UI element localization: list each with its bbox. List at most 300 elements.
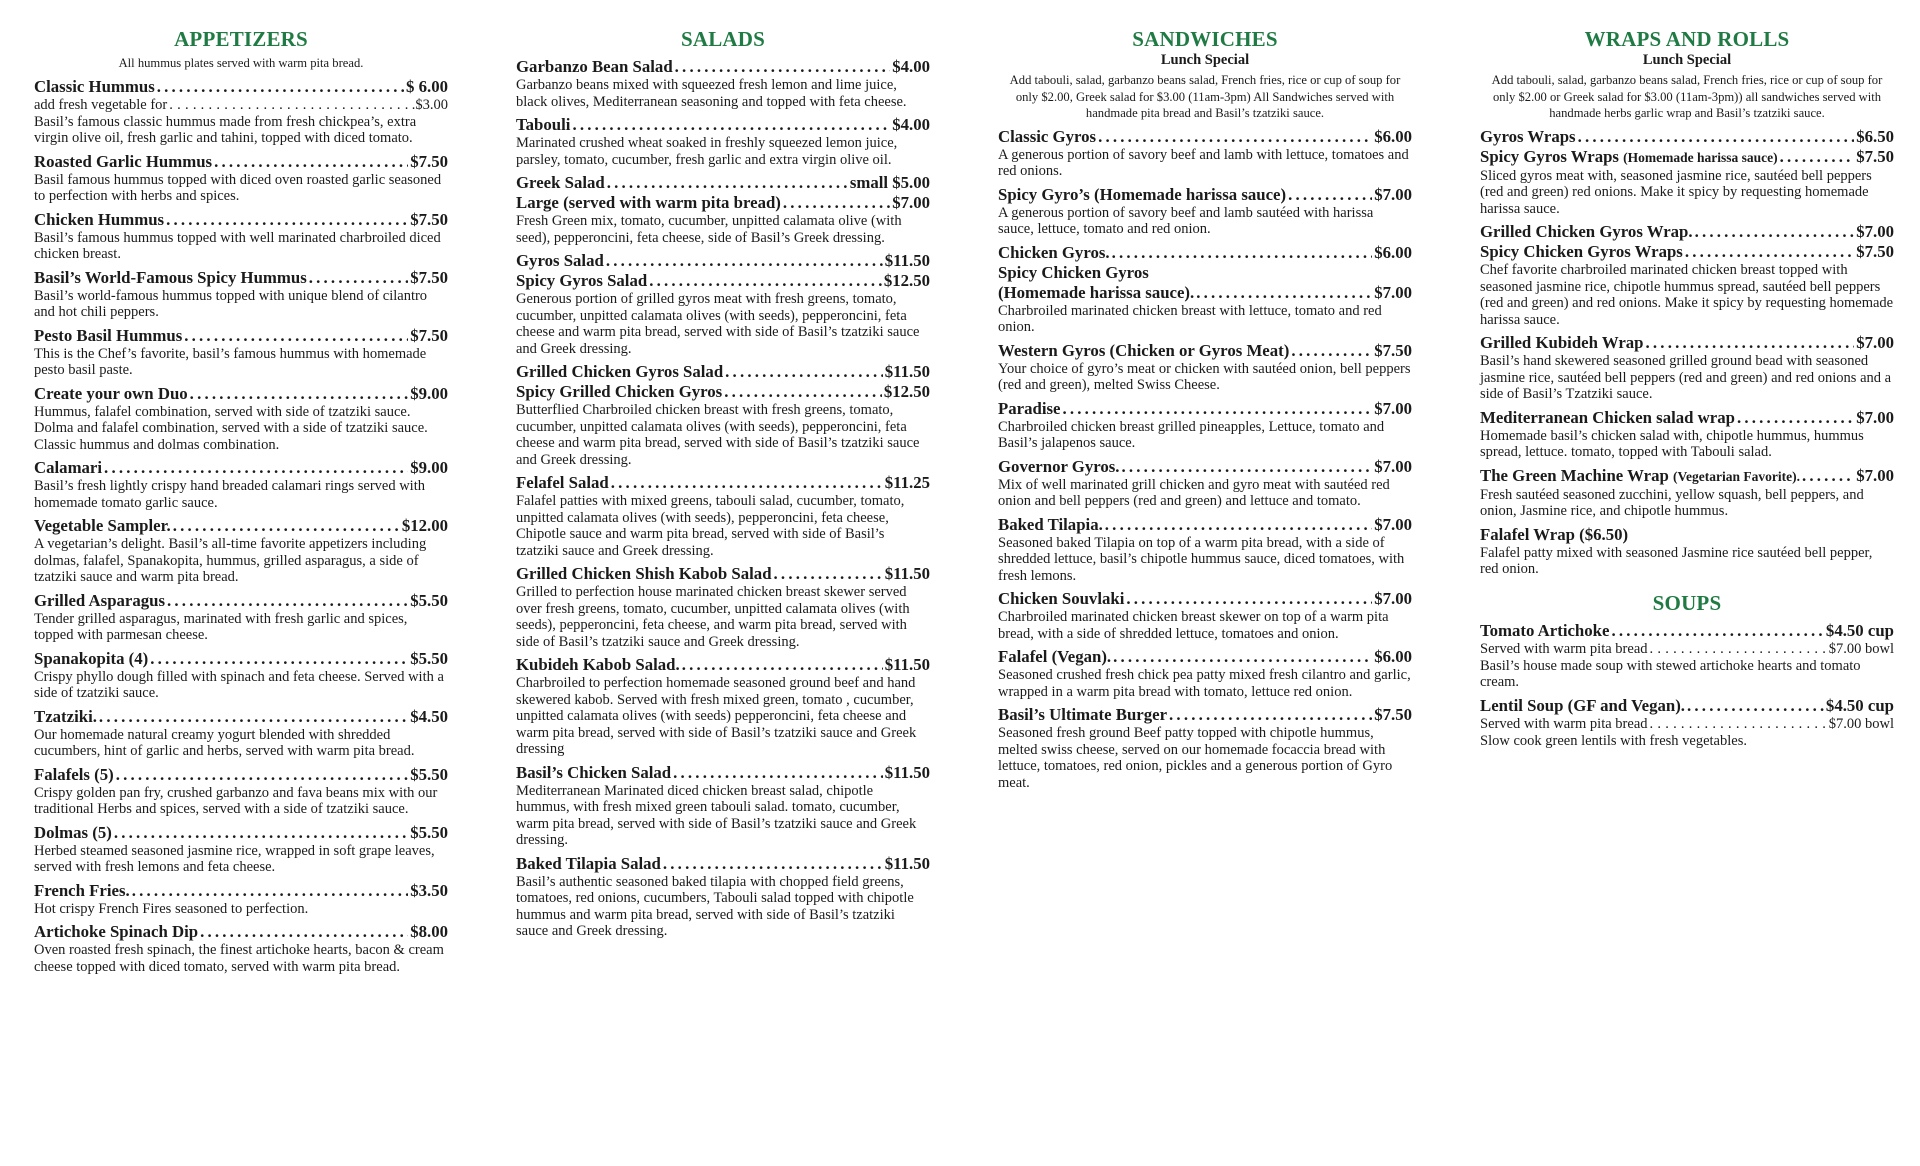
item-name: Spicy Chicken Gyros	[998, 262, 1149, 282]
section-note: All hummus plates served with warm pita bread.	[118, 56, 364, 70]
menu-section	[998, 26, 1412, 791]
item-line	[1480, 147, 1894, 168]
menu-item	[34, 765, 448, 818]
item-description: Basil’s world-famous hummus topped with unique blend of cilantro and hot chili peppers.	[34, 287, 428, 320]
item-price: $ 6.00	[406, 76, 448, 96]
item-price: $7.00	[1374, 282, 1412, 302]
menu-item	[998, 341, 1412, 394]
item-line	[516, 382, 930, 402]
dot-leader	[1802, 466, 1854, 486]
item-price: $6.00	[1374, 647, 1412, 666]
item-line	[34, 326, 448, 346]
item-line	[34, 516, 448, 536]
item-name: Roasted Garlic Hummus	[34, 151, 213, 171]
item-line	[516, 854, 930, 874]
item-line	[34, 152, 448, 172]
item-description: Basil’s authentic seasoned baked tilapia with chopped field greens, tomatoes, red onions, cucumbers, Tabouli salad topped with chipotle hummus and warm pita bread, served with side of Basil’s tzatziki sauce and Greek dressing.	[516, 873, 914, 939]
item-price: $7.50	[1374, 705, 1412, 724]
item-description: Marinated crushed wheat soaked in freshly squeezed lemon juice, parsley, tomato, cucumber, fresh garlic and extra virgin olive oil.	[516, 135, 898, 168]
item-price: $7.00	[1374, 514, 1412, 534]
menu-item	[516, 655, 930, 758]
menu-item	[998, 515, 1412, 585]
menu-item	[34, 326, 448, 379]
dot-leader	[572, 115, 890, 135]
item-line	[516, 57, 930, 77]
item-line	[998, 185, 1412, 205]
dot-leader	[611, 473, 883, 493]
dot-leader	[607, 173, 848, 193]
item-description: Charbroiled to perfection homemade seasoned ground beef and hand skewered kabob. Served with fresh mixed green, tomato , cucumber, unpitted calamata olives (with seeds) pepperoncini, feta cheese and warm pita bread, served with side of Basil’s tzatziki sauce and Greek dressing	[516, 675, 917, 757]
item-price: $7.50	[410, 325, 448, 345]
item-description: Charbroiled marinated chicken breast with lettuce, tomato and red onion.	[998, 302, 1382, 335]
item-price: $5.50	[410, 590, 448, 610]
item-description: Seasoned fresh ground Beef patty topped with chipotle hummus, melted swiss cheese, served on our homemade focaccia bread with lettuce, tomatoes, red onion, pickles and a generous portion of Gyro meat.	[998, 725, 1393, 791]
menu-item	[1480, 127, 1894, 218]
item-price: $3.50	[410, 880, 448, 900]
item-line	[34, 384, 448, 404]
menu-item	[516, 854, 930, 940]
item-line	[34, 458, 448, 478]
item-name: Grilled Kubideh Wrap	[1480, 333, 1644, 352]
item-name: Basil’s World-Famous Spicy Hummus	[34, 267, 307, 287]
item-description: Basil famous hummus topped with diced oven roasted garlic seasoned to perfection with herbs and spices.	[34, 171, 442, 204]
item-name-note: (Vegetarian Favorite).	[1673, 468, 1800, 484]
item-description: Hot crispy French Fires seasoned to perfection.	[34, 900, 309, 917]
menu-item	[34, 268, 448, 321]
item-price: $12.50	[883, 271, 930, 290]
dot-leader	[663, 854, 883, 874]
item-line	[1480, 466, 1894, 487]
dot-leader	[114, 823, 408, 843]
item-line	[516, 473, 930, 493]
item-name: Spicy Gyro’s (Homemade harissa sauce)	[998, 184, 1287, 204]
dot-leader	[309, 268, 408, 288]
item-price: $11.50	[884, 564, 930, 583]
dot-leader	[166, 210, 408, 230]
item-description: Hummus, falafel combination, served with side of tzatziki sauce. Dolma and falafel combination, served with a side of tzatziki sauce. Classic hummus and dolmas combination.	[34, 403, 428, 453]
item-price: $4.00	[892, 57, 930, 76]
menu-column	[1480, 26, 1894, 749]
item-price: $7.50	[1856, 242, 1894, 261]
item-price: $5.50	[410, 764, 448, 784]
item-line	[998, 243, 1412, 263]
menu-item	[516, 564, 930, 650]
menu-item	[1480, 525, 1894, 578]
dot-leader	[675, 57, 891, 77]
dot-leader	[725, 362, 883, 382]
item-description: Our homemade natural creamy yogurt blended with shredded cucumbers, hint of garlic and herbs, served with warm pita bread.	[34, 726, 415, 759]
item-line	[1480, 127, 1894, 147]
dot-leader	[1687, 696, 1824, 716]
item-description: A generous portion of savory beef and lamb sautéed with harissa sauce, lettuce, tomato and red onion.	[998, 204, 1374, 237]
item-price: .$3.00	[411, 96, 448, 113]
dot-leader	[1105, 515, 1372, 535]
item-line	[516, 763, 930, 783]
menu-item	[34, 591, 448, 644]
item-line	[1480, 696, 1894, 716]
item-price: $11.50	[884, 762, 930, 782]
menu-item	[1480, 408, 1894, 461]
menu-item	[34, 152, 448, 205]
item-description: Seasoned baked Tilapia on top of a warm pita bread, with a side of shredded lettuce, basil’s chipotle hummus sauce, diced tomatoes, with fresh lemons.	[998, 534, 1405, 584]
menu-item	[998, 127, 1412, 180]
item-name: Spicy Grilled Chicken Gyros	[516, 382, 723, 401]
item-line	[998, 263, 1412, 283]
item-description: Charbroiled marinated chicken breast skewer on top of a warm pita bread, with a side of shredded lettuce, tomatoes and onion.	[998, 609, 1389, 642]
item-line	[998, 705, 1412, 725]
dot-leader	[104, 458, 408, 478]
item-line	[998, 515, 1412, 535]
item-name: Falafels (5)	[34, 764, 114, 784]
item-price: $5.50	[410, 822, 448, 842]
dot-leader	[673, 763, 883, 783]
item-price: $7.00	[1374, 456, 1412, 476]
item-price: $11.25	[884, 473, 930, 492]
item-line	[34, 707, 448, 727]
dot-leader	[1611, 621, 1823, 641]
item-name: Classic Hummus	[34, 76, 155, 96]
item-price: $12.00	[401, 516, 448, 535]
item-line	[998, 589, 1412, 609]
menu-item	[34, 922, 448, 975]
item-price: $4.00	[892, 115, 930, 134]
item-name: Baked Tilapia.	[998, 514, 1103, 534]
item-description: Butterflied Charbroiled chicken breast with fresh greens, tomato, cucumber, unpitted calamata olives (with seeds), pepperoncini, feta cheese and warm pita bread, served with side of Basil’s tzatziki sauce and Greek dressing.	[516, 402, 920, 468]
section-note: Add tabouli, salad, garbanzo beans salad, French fries, rice or cup of soup for only $2.00, Greek salad for $3.00 (11am-3pm) All Sandwiches served with handmade pita bread and Basil’s tzatziki sauce.	[1009, 73, 1401, 120]
item-line	[998, 457, 1412, 477]
dot-leader	[774, 564, 883, 584]
item-description: Basil’s house made soup with stewed artichoke hearts and tomato cream.	[1480, 657, 1861, 690]
item-name: Governor Gyros.	[998, 456, 1120, 476]
menu-item	[516, 115, 930, 168]
item-name: Mediterranean Chicken salad wrap	[1480, 407, 1735, 427]
menu-item	[998, 185, 1412, 238]
dot-leader	[169, 97, 409, 114]
dot-leader	[132, 881, 409, 901]
item-name-note: (Homemade harissa sauce)	[1623, 149, 1778, 165]
dot-leader	[1112, 243, 1373, 263]
item-description: Basil’s famous classic hummus made from fresh chickpea’s, extra virgin olive oil, fresh garlic and tahini, topped with diced tomato.	[34, 113, 417, 146]
item-description: Tender grilled asparagus, marinated with fresh garlic and spices, topped with parmesan cheese.	[34, 610, 408, 643]
section-title: WRAPS AND ROLLS	[1584, 27, 1790, 51]
menu-item	[998, 589, 1412, 642]
menu-section	[34, 26, 448, 975]
item-price: $12.50	[883, 382, 930, 401]
dot-leader	[1169, 705, 1372, 725]
item-name: Chicken Hummus	[34, 209, 165, 229]
dot-leader	[1196, 283, 1372, 303]
item-name: Western Gyros (Chicken or Gyros Meat)	[998, 340, 1290, 360]
section-title: SOUPS	[1652, 590, 1722, 615]
item-line	[516, 115, 930, 135]
item-price: $6.00	[1374, 242, 1412, 262]
item-line	[1480, 333, 1894, 353]
item-price: $6.00	[1374, 126, 1412, 146]
item-name: Calamari	[34, 458, 103, 477]
item-price: $7.00	[1856, 333, 1894, 352]
item-line	[516, 193, 930, 213]
item-name: Falafel Wrap ($6.50)	[1480, 524, 1629, 544]
menu-item	[516, 473, 930, 559]
item-name: Dolmas (5)	[34, 822, 112, 842]
dot-leader	[200, 922, 408, 942]
item-name: Artichoke Spinach Dip	[34, 922, 199, 941]
item-name: Falafel (Vegan).	[998, 647, 1112, 666]
section-title: APPETIZERS	[174, 27, 308, 51]
item-description: Chef favorite charbroiled marinated chicken breast topped with seasoned jasmine rice, chipotle hummus spread, sautéed bell peppers (red and green) and red onions. Make it spicy by requesting homemade harissa sauce.	[1480, 262, 1894, 328]
item-price: $5.50	[410, 648, 448, 668]
item-description: Charbroiled chicken breast grilled pineapples, Lettuce, tomato and Basil’s jalapenos sauce.	[998, 418, 1385, 451]
section-note: Add tabouli, salad, garbanzo beans salad, French fries, rice or cup of soup for only $2.00 or Greek salad for $3.00 (11am-3pm)) all sandwiches served with handmade herbs garlic wrap and Basil’s tzatziki sauce.	[1491, 73, 1883, 120]
item-price: $7.00	[1856, 407, 1894, 427]
item-line	[516, 251, 930, 271]
dot-leader	[606, 251, 883, 271]
item-name: Spanakopita (4)	[34, 648, 149, 668]
item-line	[34, 823, 448, 843]
item-description: Sliced gyros meat with, seasoned jasmine rice, sautéed bell peppers (red and green) red onions. Make it spicy by requesting homemade harissa sauce.	[1480, 167, 1872, 217]
item-line	[998, 283, 1412, 303]
item-description: This is the Chef’s favorite, basil’s famous hummus with homemade pesto basil paste.	[34, 345, 427, 378]
item-price: small $5.00	[849, 173, 930, 192]
menu-item	[516, 251, 930, 357]
item-price: $7.50	[410, 267, 448, 287]
item-price: $11.50	[884, 655, 930, 674]
item-price: $7.00	[1374, 398, 1412, 418]
dot-leader	[167, 591, 408, 611]
menu-item	[34, 210, 448, 263]
item-price: $7.50	[1374, 340, 1412, 360]
item-line	[1480, 222, 1894, 242]
item-price: $7.00	[1374, 589, 1412, 608]
section-title: SALADS	[680, 27, 766, 51]
dot-leader	[150, 649, 408, 669]
item-name: Spicy Gyros Salad	[516, 271, 648, 290]
menu-item	[34, 881, 448, 918]
item-subline	[1480, 641, 1894, 658]
menu-column	[516, 26, 930, 940]
item-price: $7.00	[1374, 184, 1412, 204]
dot-leader	[1780, 147, 1855, 167]
item-name: Basil’s Ultimate Burger	[998, 705, 1168, 724]
item-line	[34, 591, 448, 611]
item-line	[34, 881, 448, 901]
item-price: $6.50	[1856, 126, 1894, 146]
item-description: Crispy golden pan fry, crushed garbanzo and fava beans mix with our traditional Herbs and spices, served with a side of tzatziki sauce.	[34, 784, 438, 817]
item-price: $11.50	[884, 251, 930, 270]
dot-leader	[157, 77, 404, 97]
item-name: add fresh vegetable for	[34, 96, 168, 113]
item-name: Classic Gyros	[998, 126, 1097, 146]
item-price: $11.50	[884, 853, 930, 873]
dot-leader	[1646, 333, 1855, 353]
item-name: Paradise	[998, 398, 1061, 418]
menu-item	[998, 457, 1412, 510]
item-name: Chicken Souvlaki	[998, 589, 1125, 608]
item-price: $7.50	[410, 151, 448, 171]
dot-leader	[649, 271, 882, 291]
item-name: Create your own Duo	[34, 383, 188, 403]
item-description: Basil’s famous hummus topped with well marinated charbroiled diced chicken breast.	[34, 229, 441, 262]
menu-column	[998, 26, 1412, 791]
dot-leader	[1122, 457, 1373, 477]
item-name: Greek Salad	[516, 173, 605, 192]
item-line	[1480, 525, 1894, 545]
item-description: Basil’s hand skewered seasoned grilled ground bead with seasoned jasmine rice, sautéed bell peppers (red and green) and red onions and a side of Basil’s Tzatziki sauce.	[1480, 353, 1892, 402]
item-line	[1480, 242, 1894, 262]
dot-leader	[1737, 408, 1854, 428]
menu-item	[1480, 222, 1894, 328]
item-name: Served with warm pita bread	[1480, 715, 1648, 732]
item-line	[1480, 408, 1894, 428]
item-price: $11.50	[884, 362, 930, 381]
item-description: A generous portion of savory beef and lamb with lettuce, tomatoes and red onions.	[998, 146, 1409, 179]
item-description: Homemade basil’s chicken salad with, chipotle hummus, hummus spread, lettuce. tomato, topped with Tabouli salad.	[1480, 427, 1864, 460]
item-line	[34, 649, 448, 669]
menu-item	[1480, 466, 1894, 520]
item-line	[516, 564, 930, 584]
item-name: Baked Tilapia Salad	[516, 853, 661, 873]
item-price: $9.00	[410, 383, 448, 403]
item-line	[998, 127, 1412, 147]
item-description: Herbed steamed seasoned jasmine rice, wrapped in soft grape leaves, served with fresh lemons and feta cheese.	[34, 842, 435, 875]
item-price: $4.50 cup	[1825, 620, 1894, 640]
item-name: Large (served with warm pita bread)	[516, 193, 781, 212]
item-line	[1480, 621, 1894, 641]
menu-item	[34, 458, 448, 511]
item-name: Spicy Gyros Wraps	[1480, 146, 1619, 166]
item-name: Pesto Basil Hummus	[34, 325, 183, 345]
item-name: Felafel Salad	[516, 473, 609, 492]
item-name: Chicken Gyros.	[998, 242, 1110, 262]
section-title: SANDWICHES	[1132, 27, 1278, 51]
dot-leader	[1291, 341, 1372, 361]
item-price: $8.00	[410, 922, 448, 941]
item-description: Slow cook green lentils with fresh vegetables.	[1480, 732, 1747, 749]
item-name: Garbanzo Bean Salad	[516, 57, 673, 76]
menu-section	[1480, 26, 1894, 578]
item-price: $7.00 bowl	[1828, 715, 1894, 732]
item-name: Gyros Salad	[516, 251, 604, 270]
item-name: Lentil Soup (GF and Vegan).	[1480, 695, 1686, 715]
menu-item	[34, 384, 448, 454]
dot-leader	[1062, 399, 1372, 419]
item-description: Mix of well marinated grill chicken and gyro meat with sautéed red onion and bell peppers (red and green) and lettuce and tomato.	[998, 476, 1390, 509]
menu-item	[516, 763, 930, 849]
menu-item	[516, 362, 930, 468]
item-name: Served with warm pita bread	[1480, 640, 1648, 657]
item-description: Your choice of gyro’s meat or chicken with sautéed onion, bell peppers (red and green), melted Swiss Cheese.	[998, 360, 1411, 393]
menu-item	[516, 173, 930, 246]
item-price: $7.00	[1856, 465, 1894, 485]
menu-item	[998, 705, 1412, 791]
item-description: Generous portion of grilled gyros meat with fresh greens, tomato, cucumber, unpitted calamata olives (with seeds), pepperoncini, feta cheese and warm pita bread, served with side of Basil’s tzatziki sauce and Greek dressing.	[516, 291, 920, 357]
dot-leader	[1288, 185, 1372, 205]
item-description: Crispy phyllo dough filled with spinach and feta cheese. Served with a side of tzatziki sauce.	[34, 668, 444, 701]
item-price: $9.00	[410, 458, 448, 477]
section-subtitle: Lunch Special	[1642, 52, 1732, 68]
item-name: French Fries.	[34, 880, 130, 900]
menu-section	[516, 26, 930, 940]
item-line	[516, 173, 930, 193]
menu-item	[1480, 333, 1894, 403]
dot-leader	[724, 382, 882, 402]
dot-leader	[1685, 242, 1854, 262]
menu-item	[34, 516, 448, 586]
item-name: Spicy Chicken Gyros Wraps	[1480, 242, 1683, 261]
dot-leader	[184, 326, 408, 346]
item-name: Grilled Chicken Gyros Wrap.	[1480, 222, 1693, 241]
menu-item	[1480, 696, 1894, 750]
dot-leader	[1650, 641, 1827, 658]
menu-item	[1480, 621, 1894, 691]
item-description: Falafel patties with mixed greens, tabouli salad, cucumber, tomato, unpitted calamata olives (with seeds), pepperoncini, feta cheese, Chipotle sauce and warm pita bread, served with side of Basil’s tzatziki sauce and Greek dressing.	[516, 493, 905, 559]
menu-item	[516, 57, 930, 110]
item-subline	[1480, 716, 1894, 733]
item-line	[34, 765, 448, 785]
dot-leader	[214, 152, 408, 172]
item-price: $7.00	[892, 193, 930, 212]
dot-leader	[783, 193, 890, 213]
item-description: Falafel patty mixed with seasoned Jasmine rice sautéed bell pepper, red onion.	[1480, 544, 1873, 577]
item-name: The Green Machine Wrap	[1480, 465, 1669, 485]
item-description: Grilled to perfection house marinated chicken breast skewer served over fresh greens, tomato, cucumber, unpitted calamata olives (with seeds), pepperoncini, feta cheese, and warm pita bread, served with side of Basil’s tzatziki sauce and Greek dressing.	[516, 584, 910, 650]
item-name: Tomato Artichoke	[1480, 620, 1610, 640]
item-line	[34, 268, 448, 288]
dot-leader	[1695, 222, 1855, 242]
menu-item	[34, 823, 448, 876]
menu-item	[998, 243, 1412, 336]
item-description: Mediterranean Marinated diced chicken breast salad, chipotle hummus, with fresh mixed green tabouli salad. tomato, cucumber, warm pita bread, served with side of Basil’s tzatziki sauce and Greek dressing.	[516, 782, 917, 848]
menu-item	[998, 647, 1412, 700]
item-description: Fresh sautéed seasoned zucchini, yellow squash, bell peppers, and onion, Jasmine rice, and chipotle hummus.	[1480, 486, 1864, 519]
dot-leader	[173, 516, 400, 536]
dot-leader	[116, 765, 409, 785]
item-line	[516, 362, 930, 382]
item-name: Kubideh Kabob Salad.	[516, 655, 680, 674]
item-name: Grilled Chicken Gyros Salad	[516, 362, 724, 381]
item-price: $7.00	[1856, 222, 1894, 241]
item-description: Garbanzo beans mixed with squeezed fresh lemon and lime juice, black olives, Mediterranean seasoning and topped with feta cheese.	[516, 77, 907, 110]
menu-item	[34, 707, 448, 760]
item-name: Gyros Wraps	[1480, 126, 1576, 146]
item-price: $4.50	[410, 706, 448, 726]
item-name: Tzatziki.	[34, 706, 97, 726]
item-name: Tabouli	[516, 115, 571, 134]
item-price: $7.50	[410, 209, 448, 229]
item-line	[34, 210, 448, 230]
item-line	[34, 922, 448, 942]
dot-leader	[682, 655, 883, 675]
item-subline	[34, 97, 448, 114]
item-line	[34, 77, 448, 97]
item-description: Seasoned crushed fresh chick pea patty mixed fresh cilantro and garlic, wrapped in a warm pita bread with tomato, lettuce red onion.	[998, 667, 1411, 700]
dot-leader	[1113, 647, 1372, 667]
dot-leader	[1126, 589, 1372, 609]
item-line	[516, 271, 930, 291]
menu-section	[1480, 590, 1894, 750]
item-price: $7.50	[1856, 146, 1894, 166]
item-line	[998, 341, 1412, 361]
item-name: Basil’s Chicken Salad	[516, 762, 672, 782]
item-description: Basil’s fresh lightly crispy hand breaded calamari rings served with homemade tomato garlic sauce.	[34, 478, 425, 511]
item-price: $4.50 cup	[1825, 695, 1894, 715]
dot-leader	[1650, 716, 1827, 733]
dot-leader	[1578, 127, 1855, 147]
dot-leader	[99, 707, 408, 727]
item-name: Vegetable Sampler.	[34, 516, 171, 535]
menu-column	[34, 26, 448, 975]
dot-leader	[1098, 127, 1372, 147]
